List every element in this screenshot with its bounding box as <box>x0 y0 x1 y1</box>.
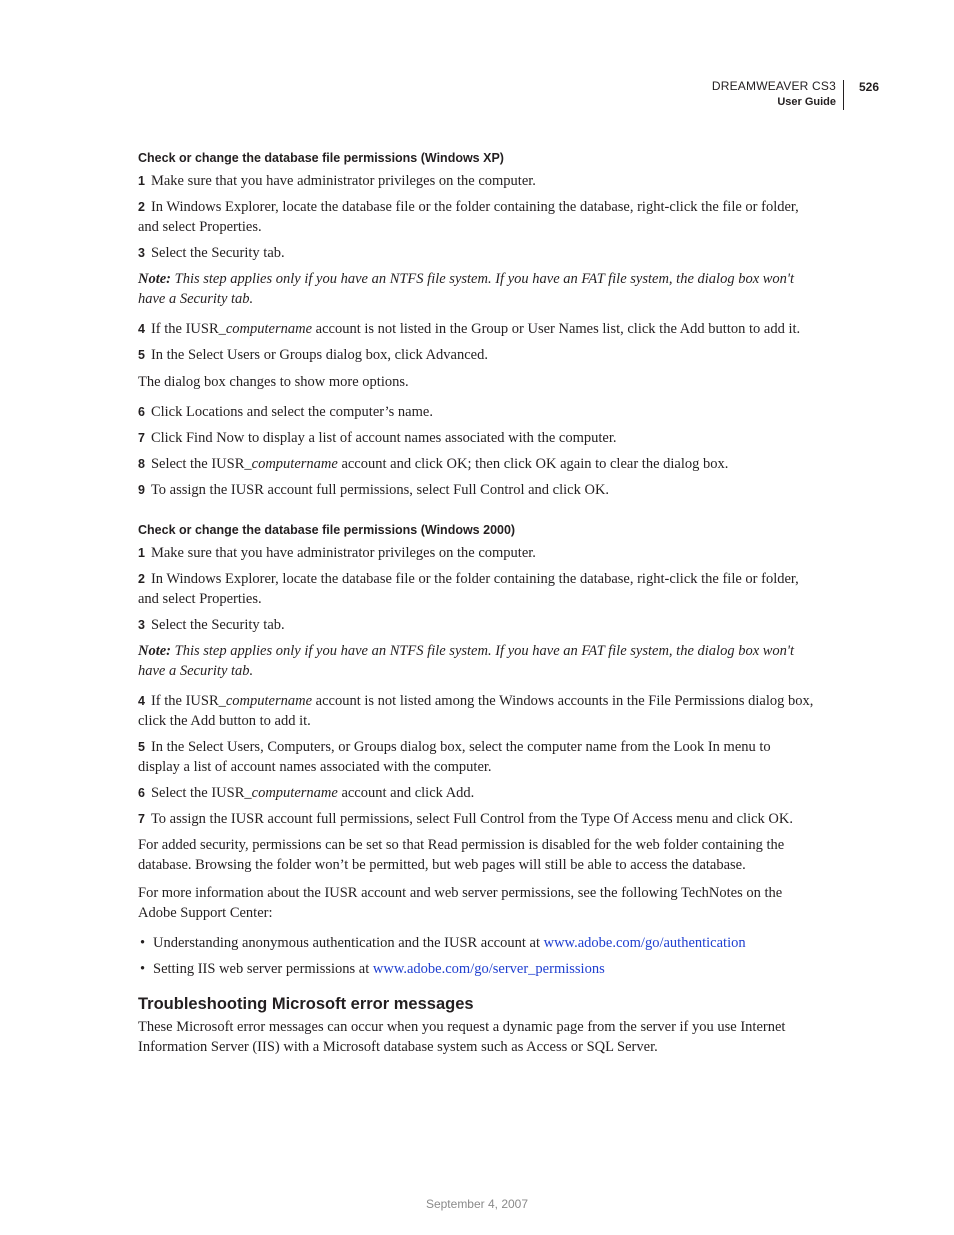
note-text: This step applies only if you have an NTFS file system. If you have an FAT file system, the dialog box won't have a Security tab. <box>138 643 795 679</box>
list-item <box>138 959 814 979</box>
note-text: This step applies only if you have an NTFS file system. If you have an FAT file system, the dialog box won't have a Security tab. <box>138 271 795 307</box>
step-text: Select the Security tab. <box>150 245 285 261</box>
step-2 <box>138 197 814 237</box>
page-number: 526 <box>858 80 879 94</box>
footer-date: September 4, 2007 <box>425 1197 529 1211</box>
step-number: 1 <box>138 174 145 188</box>
page-content <box>138 150 814 1063</box>
step-text: Make sure that you have administrator privileges on the computer. <box>150 545 536 561</box>
step-2 <box>138 569 814 609</box>
step-text: To assign the IUSR account full permissions, select Full Control from the Type Of Access menu and click OK. <box>150 811 793 827</box>
step-number: 3 <box>138 618 145 632</box>
step-number: 5 <box>138 348 145 362</box>
step-text-emphasis: computername <box>251 456 338 472</box>
step-text: account is not listed among the Windows accounts in the File Permissions dialog box, click the Add button to add it. <box>138 693 814 729</box>
step-text: Click Find Now to display a list of account names associated with the computer. <box>150 430 617 446</box>
step-text: If the IUSR_ <box>150 693 226 709</box>
step-number: 6 <box>138 786 145 800</box>
section-heading-winxp: Check or change the database file permissions (Windows XP) <box>138 151 504 165</box>
step-text: account and click OK; then click OK again to clear the dialog box. <box>337 456 729 472</box>
step-text: If the IUSR_ <box>150 321 226 337</box>
step-5 <box>138 737 814 777</box>
paragraph: For more information about the IUSR account and web server permissions, see the following TechNotes on the Adobe Support Center: <box>138 885 783 921</box>
server-permissions-link[interactable]: www.adobe.com/go/server_permissions <box>372 961 605 977</box>
step-1 <box>138 543 814 563</box>
step-6 <box>138 783 814 803</box>
step-text: To assign the IUSR account full permissions, select Full Control and click OK. <box>150 482 610 498</box>
step-number: 8 <box>138 457 145 471</box>
step-number: 1 <box>138 546 145 560</box>
step-3 <box>138 243 814 263</box>
step-text: In Windows Explorer, locate the database file or the folder containing the database, right-click the file or folder, and select Properties. <box>138 571 799 607</box>
step-text: In the Select Users or Groups dialog box, click Advanced. <box>150 347 488 363</box>
step-number: 4 <box>138 694 145 708</box>
step-text: Select the IUSR_ <box>150 785 252 801</box>
paragraph: These Microsoft error messages can occur when you request a dynamic page from the server if you use Internet Information Server (IIS) with a Microsoft database system such as Access or SQL Server. <box>138 1019 786 1055</box>
step-text: account and click Add. <box>337 785 475 801</box>
step-text: account is not listed in the Group or User Names list, click the Add button to add it. <box>312 321 801 337</box>
bullet-marker: • <box>140 935 146 951</box>
step-1 <box>138 171 814 191</box>
step-number: 7 <box>138 812 145 826</box>
step-number: 5 <box>138 740 145 754</box>
step-3 <box>138 615 814 635</box>
running-header <box>711 78 879 110</box>
guide-name: User Guide <box>777 96 836 108</box>
step-text-emphasis: computername <box>225 693 313 709</box>
step-number: 9 <box>138 483 145 497</box>
step-number: 2 <box>138 572 145 586</box>
section-heading-troubleshooting: Troubleshooting Microsoft error messages <box>138 995 474 1013</box>
product-name: DREAMWEAVER CS3 <box>711 79 836 93</box>
step-number: 6 <box>138 405 145 419</box>
step-number: 2 <box>138 200 145 214</box>
note-label: Note: <box>138 643 172 659</box>
step-text-emphasis: computername <box>251 785 338 801</box>
step-7 <box>138 809 814 829</box>
bullet-marker: • <box>140 961 146 977</box>
list-item-text: Setting IIS web server permissions at <box>153 961 373 977</box>
step-text: In the Select Users, Computers, or Groups dialog box, select the computer name from the Look In menu to display a list of account names associated with the computer. <box>138 739 771 775</box>
step-8 <box>138 454 814 474</box>
step-6 <box>138 402 814 422</box>
list-item-text: Understanding anonymous authentication and the IUSR account at <box>153 935 544 951</box>
note-label: Note: <box>138 271 172 287</box>
step-number: 7 <box>138 431 145 445</box>
authentication-link[interactable]: www.adobe.com/go/authentication <box>543 935 746 951</box>
note <box>138 641 814 681</box>
step-text-emphasis: computername <box>225 321 313 337</box>
paragraph: The dialog box changes to show more options. <box>138 374 409 390</box>
step-5 <box>138 345 814 365</box>
step-text: Select the Security tab. <box>150 617 285 633</box>
list-item <box>138 933 814 953</box>
step-9 <box>138 480 814 500</box>
step-text: Make sure that you have administrator privileges on the computer. <box>150 173 536 189</box>
step-text: Click Locations and select the computer’s name. <box>150 404 433 420</box>
paragraph: For added security, permissions can be set so that Read permission is disabled for the web folder containing the database. Browsing the folder won’t be permitted, but web pages will still be able to access the database. <box>138 837 785 873</box>
step-7 <box>138 428 814 448</box>
step-number: 3 <box>138 246 145 260</box>
step-4 <box>138 691 814 731</box>
note <box>138 269 814 309</box>
section-heading-win2000: Check or change the database file permissions (Windows 2000) <box>138 523 516 537</box>
step-4 <box>138 319 814 339</box>
header-rule <box>843 80 844 110</box>
step-number: 4 <box>138 322 145 336</box>
step-text: Select the IUSR_ <box>150 456 252 472</box>
step-text: In Windows Explorer, locate the database file or the folder containing the database, right-click the file or folder, and select Properties. <box>138 199 799 235</box>
